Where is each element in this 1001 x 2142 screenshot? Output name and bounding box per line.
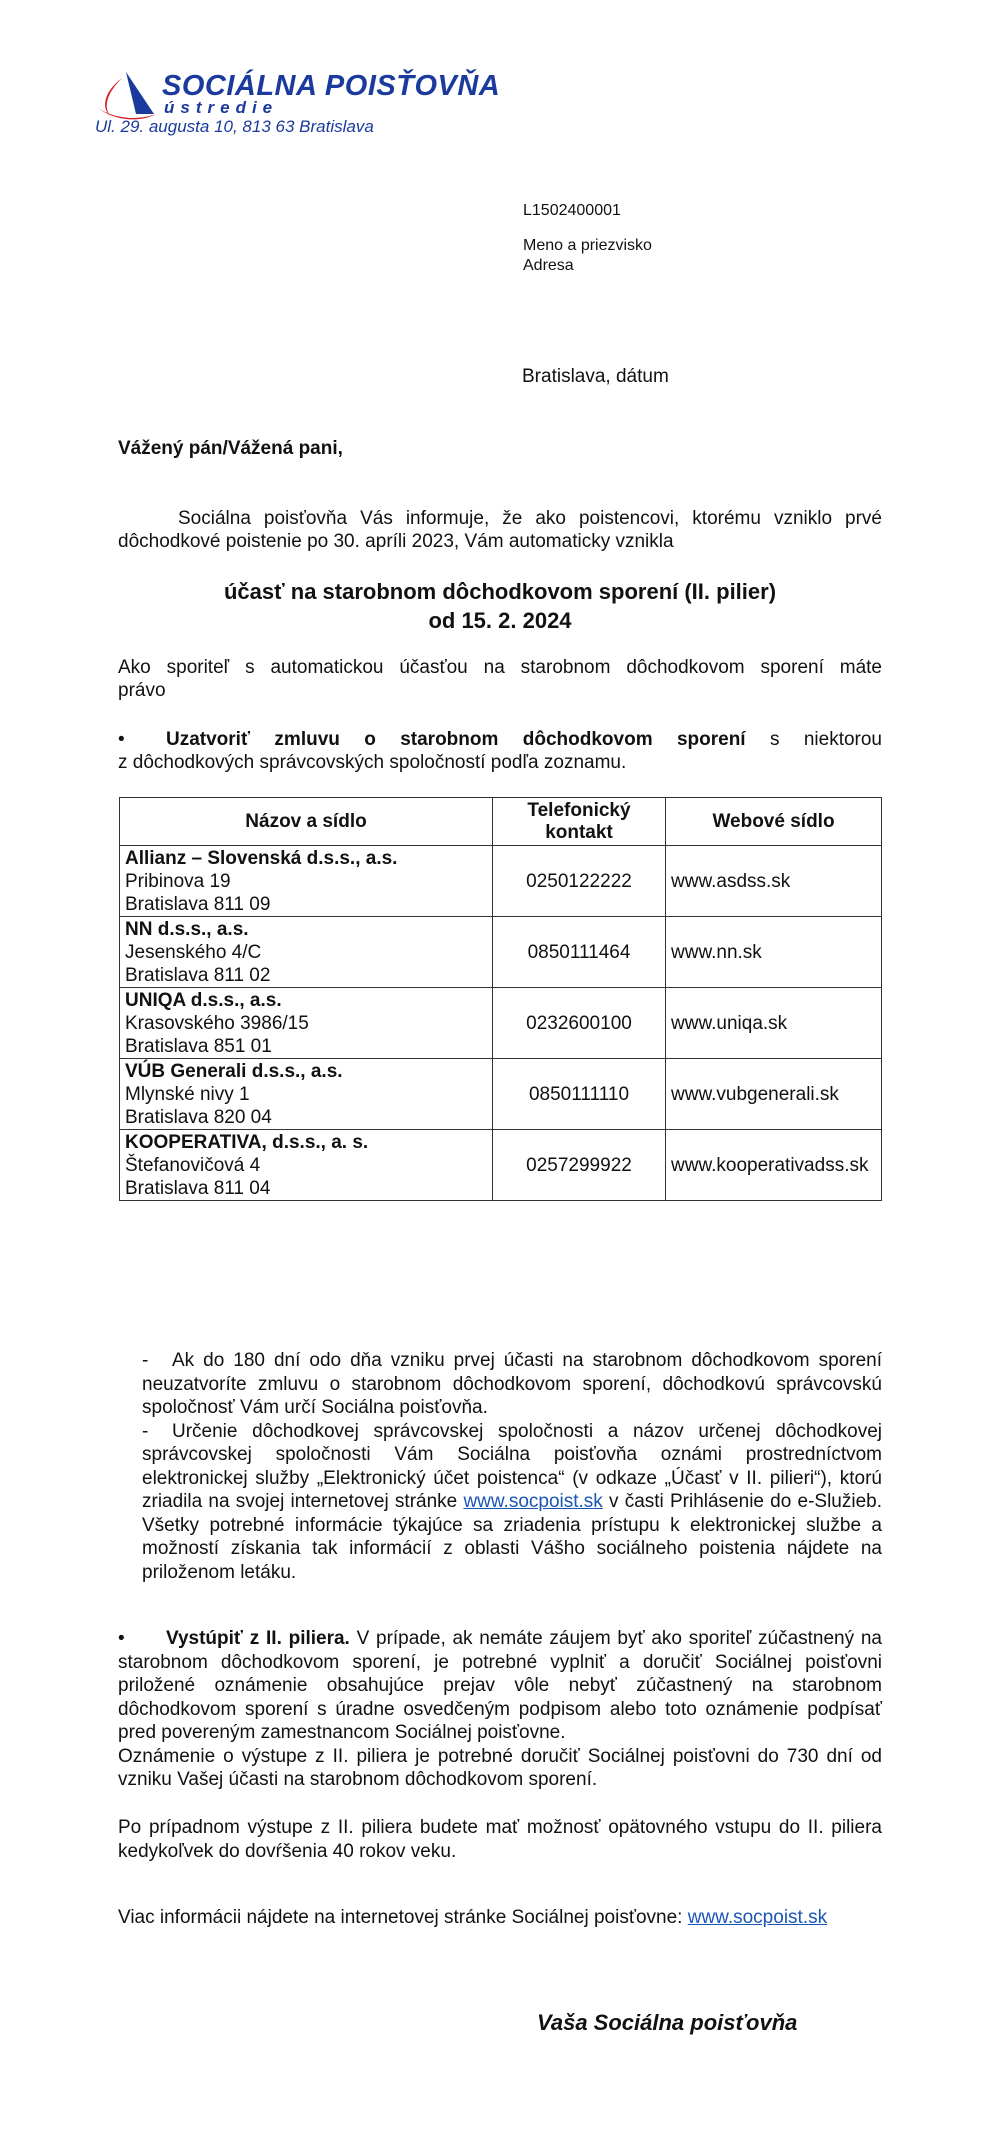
company-city: Bratislava 811 04 <box>125 1177 271 1199</box>
option-exit-text: V prípade, ak nemáte záujem byť ako sporiteľ zúčastnený na starobnom dôchodkovom sporení, je potrebné vyplniť a doručiť Sociálnej poisťovni priložené oznámenie obsahujúce prejav vôle nebyť zúčastnený na starobnom dôchodkovom sporení s úradne osvedčeným podpisom alebo toto oznámenie podpísať pred povereným zamestnancom Sociálnej poisťovne. <box>118 1628 882 1743</box>
org-subtitle: ústredie <box>164 98 279 117</box>
signature: Vaša Sociálna poisťovňa <box>537 2010 798 2035</box>
company-web[interactable]: www.kooperativadss.sk <box>666 1130 882 1201</box>
company-web[interactable]: www.asdss.sk <box>666 846 882 917</box>
company-name: KOOPERATIVA, d.s.s., a. s. <box>125 1131 369 1153</box>
company-phone: 0250122222 <box>493 846 666 917</box>
dash-icon: - <box>142 1420 149 1442</box>
note-1-text: Ak do 180 dní odo dňa vzniku prvej účasti na starobnom dôchodkovom sporení neuzatvoríte zmluvu o starobnom dôchodkovom sporení, dôchodkovú správcovskú spoločnosť Vám určí Sociálna poisťovňa. <box>142 1350 882 1418</box>
notes-block <box>142 1349 882 1584</box>
intro-line-1: Sociálna poisťovňa Vás informuje, že ako poistencovi, ktorému vzniklo prvé <box>178 508 882 529</box>
option-exit-title: Vystúpiť z II. piliera. <box>166 1628 350 1649</box>
bullet-icon: • <box>118 1628 125 1649</box>
option-contract-rest: s niektorou <box>769 729 882 750</box>
company-street: Jesenského 4/C <box>125 941 262 963</box>
headline-line-2: od 15. 2. 2024 <box>428 608 572 633</box>
table-row <box>120 1130 882 1201</box>
option-exit-deadline: Oznámenie o výstupe z II. piliera je potrebné doručiť Sociálnej poisťovni do 730 dní od vzniku Vašej účasti na starobnom dôchodkovom sporení. <box>118 1745 882 1790</box>
companies-table <box>119 797 882 1201</box>
note-notification <box>142 1420 882 1585</box>
header-web: Webové sídlo <box>666 798 882 846</box>
rights-intro-line-2: právo <box>118 680 166 701</box>
dash-icon: - <box>142 1350 149 1371</box>
recipient-code: L1502400001 <box>523 202 621 219</box>
more-info-link[interactable]: www.socpoist.sk <box>687 1907 828 1928</box>
option-contract <box>118 728 882 774</box>
company-name: UNIQA d.s.s., a.s. <box>125 989 282 1011</box>
rights-intro <box>118 656 882 702</box>
more-info-text: Viac informácii nájdete na internetovej stránke Sociálnej poisťovne: <box>118 1907 683 1928</box>
company-street: Štefanovičová 4 <box>125 1154 261 1176</box>
note-2-text-before: Určenie dôchodkovej správcovskej spoločnosti a názov určenej dôchodkovej správcovskej spoločnosti Vám Sociálna poisťovňa oznámi prostredníctvom elektronickej služby „Elektronický účet poistenca“ (v odkaze „Účasť v II. pilieri“), ktorú zriadila na svojej internetovej stránke <box>142 1420 882 1512</box>
company-web[interactable]: www.nn.sk <box>666 917 882 988</box>
org-address: Ul. 29. augusta 10, 813 63 Bratislava <box>95 117 374 136</box>
recipient-name: Meno a priezvisko <box>523 237 652 254</box>
header-name: Názov a sídlo <box>120 798 493 846</box>
table-row <box>120 988 882 1059</box>
table-row <box>120 917 882 988</box>
note-auto-assignment <box>142 1349 882 1420</box>
salutation: Vážený pán/Vážená pani, <box>118 438 343 459</box>
org-name: SOCIÁLNA POISŤOVŇA <box>162 70 501 102</box>
company-city: Bratislava 811 09 <box>125 893 271 915</box>
more-info <box>118 1907 898 1929</box>
reentry-paragraph: Po prípadnom výstupe z II. piliera budete mať možnosť opätovného vstupu do II. piliera kedykoľvek do dovŕšenia 40 rokov veku. <box>118 1817 882 1862</box>
headline-line-1: účasť na starobnom dôchodkovom sporení (II. pilier) <box>223 579 777 604</box>
bullet-icon: • <box>118 729 125 750</box>
company-city: Bratislava 811 02 <box>125 964 271 986</box>
table-header-row <box>120 798 882 846</box>
table-row <box>120 1059 882 1130</box>
company-phone: 0850111110 <box>493 1059 666 1130</box>
company-web[interactable]: www.vubgenerali.sk <box>666 1059 882 1130</box>
company-cell <box>120 1059 493 1130</box>
recipient-address: Adresa <box>523 257 574 274</box>
rights-intro-line-1: Ako sporiteľ s automatickou účasťou na starobnom dôchodkovom sporení máte <box>118 657 882 678</box>
option-exit <box>118 1627 882 1792</box>
company-phone: 0257299922 <box>493 1130 666 1201</box>
company-cell <box>120 988 493 1059</box>
headline <box>118 577 882 635</box>
socpoist-link[interactable]: www.socpoist.sk <box>463 1491 603 1512</box>
company-phone: 0232600100 <box>493 988 666 1059</box>
table-row <box>120 846 882 917</box>
company-phone: 0850111464 <box>493 917 666 988</box>
note-2-text-after: v časti Prihlásenie do e-Služieb. Všetky potrebné informácie týkajúce sa zriadenia prístupu k elektronickej službe a možností získania tak informácií z oblasti Vášho sociálneho poistenia nájdete na priloženom letáku. <box>142 1491 882 1583</box>
logo-icon <box>96 70 158 120</box>
company-cell <box>120 846 493 917</box>
option-contract-title: Uzatvoriť zmluvu o starobnom dôchodkovom sporení <box>166 729 746 750</box>
option-contract-line-2: z dôchodkových správcovských spoločností podľa zoznamu. <box>118 752 627 773</box>
company-cell <box>120 1130 493 1201</box>
company-name: NN d.s.s., a.s. <box>125 918 249 940</box>
company-web[interactable]: www.uniqa.sk <box>666 988 882 1059</box>
company-name: VÚB Generali d.s.s., a.s. <box>125 1060 343 1082</box>
company-city: Bratislava 851 01 <box>125 1035 272 1057</box>
company-street: Pribinova 19 <box>125 870 231 892</box>
intro-paragraph <box>118 507 882 553</box>
intro-line-2: dôchodkové poistenie po 30. apríli 2023, Vám automaticky vznikla <box>118 531 674 552</box>
company-name: Allianz – Slovenská d.s.s., a.s. <box>125 847 398 869</box>
company-city: Bratislava 820 04 <box>125 1106 272 1128</box>
company-street: Mlynské nivy 1 <box>125 1083 250 1105</box>
header-phone: Telefonický kontakt <box>493 798 666 846</box>
company-street: Krasovského 3986/15 <box>125 1012 309 1034</box>
place-date: Bratislava, dátum <box>522 366 669 387</box>
company-cell <box>120 917 493 988</box>
